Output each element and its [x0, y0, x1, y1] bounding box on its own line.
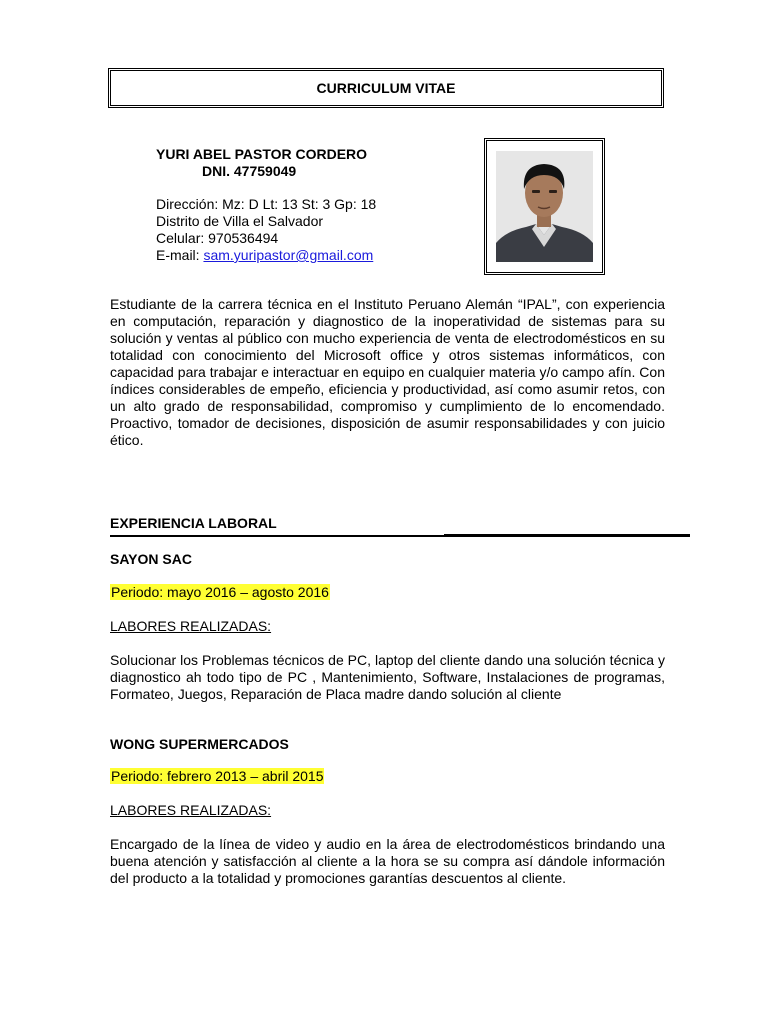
job-company: WONG SUPERMERCADOS [110, 736, 289, 752]
email-label: E-mail: [156, 247, 204, 263]
profile-summary: Estudiante de la carrera técnica en el Instituto Peruano Alemán “IPAL”, con experiencia en computación, reparación y diagnostico de la inoperatividad de sistemas para su solución y ventas al público con mucho experiencia de venta de electrodomésticos en su totalidad con conocimiento del Microsoft office y otros sistemas informáticos, con capacidad para trabajar e interactuar en equipo en cualquier materia y/o campo afín. Con índices considerables de empeño, eficiencia y productividad, así como asumir retos, con un alto grado de responsabilidad, compromiso y cumplimiento de lo encomendado. Proactivo, tomador de decisiones, disposición de asumir responsabilidades y con juicio ético. [110, 296, 665, 448]
job-labores-label: LABORES REALIZADAS: [110, 618, 272, 634]
phone-line: Celular: 970536494 [156, 230, 279, 246]
person-name: YURI ABEL PASTOR CORDERO [156, 146, 368, 162]
contact-block [156, 196, 376, 264]
person-dni: DNI. 47759049 [202, 163, 297, 179]
job-description: Solucionar los Problemas técnicos de PC, laptop del cliente dando una solución técnica y diagnostico ah todo tipo de PC , Mantenimiento, Software, Instalaciones de programas, Formateo, Juegos, Reparación de Placa madre dando solución al cliente [110, 652, 665, 702]
job-period: Periodo: mayo 2016 – agosto 2016 [111, 584, 329, 600]
profile-photo [496, 151, 593, 262]
profile-photo-frame [484, 138, 605, 275]
job-labores-label: LABORES REALIZADAS: [110, 802, 272, 818]
email-line [156, 247, 376, 264]
district-line: Distrito de Villa el Salvador [156, 213, 324, 229]
job-period: Periodo: febrero 2013 – abril 2015 [111, 768, 324, 784]
job-description: Encargado de la línea de video y audio en la área de electrodomésticos brindando una buena atención y satisfacción al cliente a la hora se su compra así dándole información del producto a la totalidad y promociones garantías descuentos al cliente. [110, 836, 665, 886]
section-divider-thick [444, 534, 690, 537]
cv-title: CURRICULUM VITAE [316, 80, 456, 96]
address-line: Dirección: Mz: D Lt: 13 St: 3 Gp: 18 [156, 196, 377, 212]
job-company: SAYON SAC [110, 551, 192, 567]
experience-heading: EXPERIENCIA LABORAL [110, 515, 277, 531]
cv-title-box [108, 68, 664, 108]
email-link[interactable]: sam.yuripastor@gmail.com [203, 247, 374, 263]
